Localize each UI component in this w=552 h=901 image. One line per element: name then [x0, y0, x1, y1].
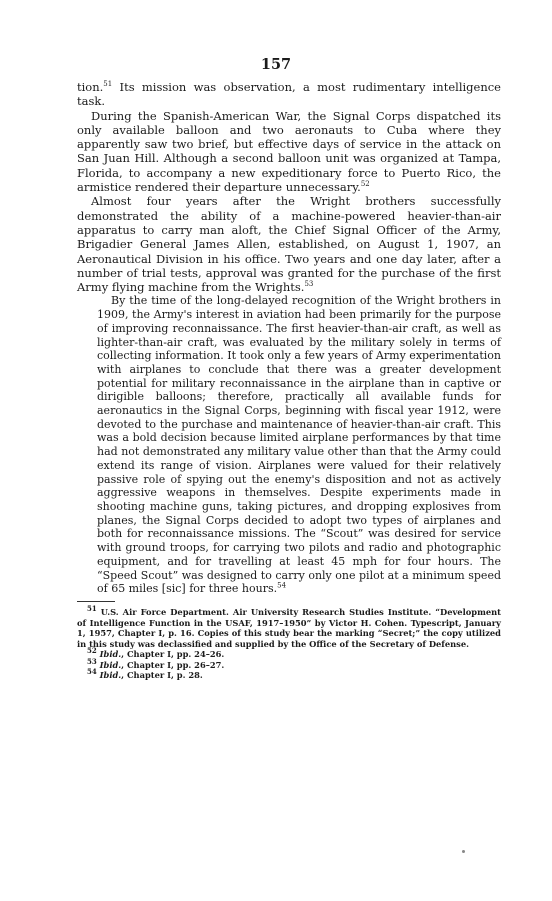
- footnote-text: , Chapter I, pp. 24–26.: [121, 649, 225, 660]
- footnote-text: U.S. Air Force Department. Air University Research Studies Institute. “Development of Intelligence Function in the USAF, 1917–1950” by Victor H. Cohen. Typescript, January 1, 1957, Chapter I, p. 16. Copies of this study bear the marking “Secret;” the copy utilized in this study was declassified and supplied by the Office of the Secretary of Defense.: [77, 606, 501, 649]
- paragraph: [77, 194, 501, 294]
- footnote-text: , Chapter I, p. 28.: [121, 670, 203, 681]
- paragraph-text: Almost four years after the Wright brothers successfully demonstrated the ability of a machine-powered heavier-than-air apparatus to carry man aloft, the Chief Signal Officer of the Army, Brigadier General James Allen, established, on August 1, 1907, an Aeronautical Division in his office. Two years and one day later, after a number of trial tests, approval was granted for the purchase of the first Army flying machine from the Wrights.: [77, 194, 501, 295]
- paragraph-text: tion.: [77, 80, 104, 94]
- footnote-ref: 52: [360, 180, 370, 189]
- page-number: 157: [260, 56, 292, 73]
- footnote-number: 54: [87, 667, 97, 677]
- footnote-ref: 53: [304, 280, 314, 289]
- footnote-ibid: Ibid.: [99, 649, 122, 660]
- paragraph: [77, 80, 501, 109]
- footnote-ibid: Ibid.: [99, 659, 122, 670]
- paragraph-text: Its mission was observation, a most rudimentary intelligence task.: [77, 80, 501, 109]
- footnote-divider: [77, 601, 115, 602]
- footnote: [77, 646, 501, 660]
- paragraph-text: During the Spanish-American War, the Signal Corps dispatched its only available balloon and two aeronauts to Cuba where they apparently saw two brief, but effective days of service in the attack on San Juan Hill. Although a second balloon unit was organized at Tampa, Florida, to accompany a new expeditionary force to Puerto Rico, the armistice rendered their departure unnecessary.: [77, 108, 501, 195]
- footnote-ref: 51: [103, 80, 113, 89]
- footnote-ref: 54: [277, 581, 287, 590]
- block-quote: [97, 294, 501, 595]
- footnote: [77, 667, 501, 681]
- paragraph: [77, 109, 501, 195]
- footnote-number: 53: [87, 657, 97, 667]
- block-quote-text: By the time of the long-delayed recognition of the Wright brothers in 1909, the Army's interest in aviation had been primarily for the purpose of improving reconnaissance. The first heavier-than-air craft, as well as lighter-than-air craft, was evaluated by the military solely in terms of collecting information. It took only a few years of Army experimentation with airplanes to conclude that there was a greater development potential for military reconnaissance in the airplane than in captive or dirigible balloons; therefore, practically all available funds for aeronautics in the Signal Corps, beginning with fiscal year 1912, were devoted to the purchase and maintenance of heavier-than-air craft. This was a bold decision because limited airplane performances by that time had not demonstrated any military value other than that the Army could extend its range of vision. Airplanes were valued for their relatively passive role of spying out the enemy's disposition and not as actively aggressive weapons in themselves. Despite experiments made in shooting machine guns, taking pictures, and dropping explosives from planes, the Signal Corps decided to adopt two types of airplanes and both for reconnaissance missions. The “Scout” was desired for service with ground troops, for carrying two pilots and radio and photographic equipment, and for travelling at least 45 mph for four hours. The “Speed Scout” was designed to carry only one pilot at a minimum speed of 65 miles [sic] for three hours.: [97, 294, 501, 596]
- footnote-text: , Chapter I, pp. 26–27.: [121, 659, 225, 670]
- footnote-number: 52: [87, 646, 97, 656]
- footnote-number: 51: [87, 604, 97, 614]
- body-text: [77, 80, 501, 681]
- footnote-ibid: Ibid.: [99, 670, 122, 681]
- footnote: [77, 657, 501, 671]
- footnotes: [77, 604, 501, 681]
- stray-mark: [462, 850, 465, 853]
- footnote: [77, 604, 501, 649]
